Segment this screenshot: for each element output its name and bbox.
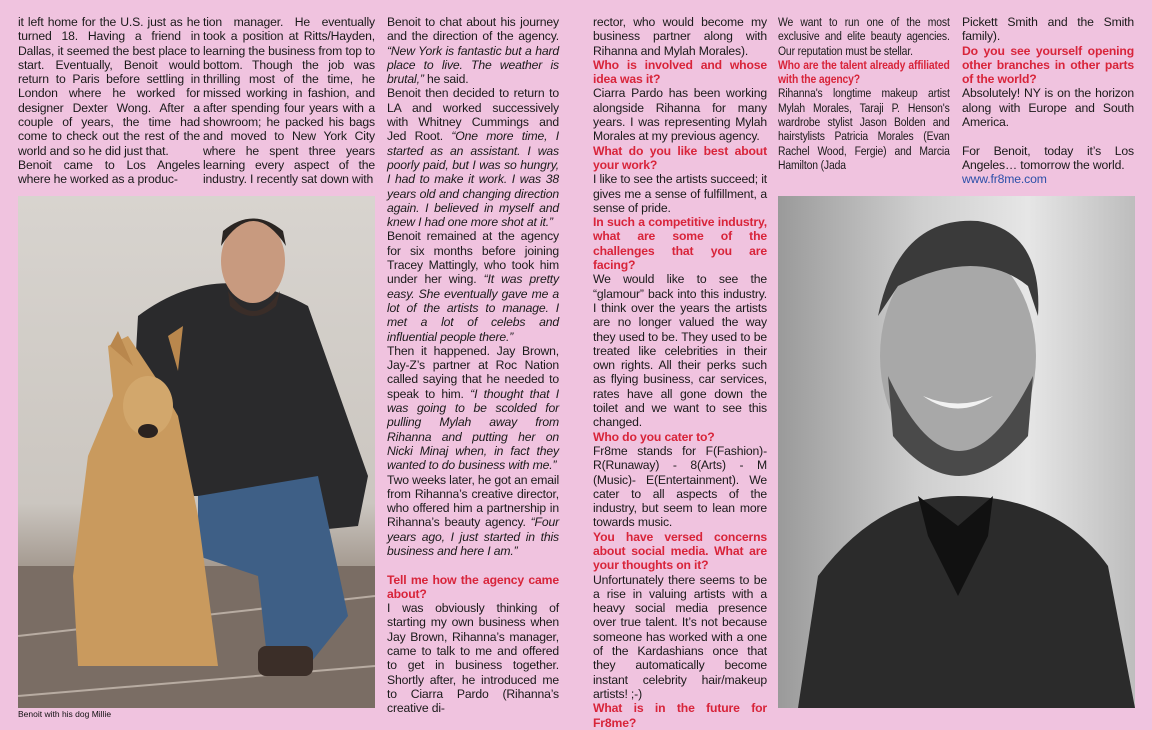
body-paragraph xyxy=(778,15,950,58)
quote-text: “New York is fantastic but a hard place to live. The weather is brutal,” xyxy=(387,43,559,87)
body-paragraph xyxy=(387,601,559,715)
text-run: For Benoit, today it’s Los Angeles… tomorrow the world. xyxy=(962,143,1134,172)
interview-question xyxy=(593,58,767,87)
text-run: Fr8me stands for F(Fashion)-R(Runaway) - 8(Arts) - M (Music)- E(Entertainment). We cater to all aspects of the industry, but seem to lean more towards music. xyxy=(593,443,767,530)
body-paragraph xyxy=(593,573,767,702)
body-paragraph xyxy=(593,444,767,530)
text-run: Two weeks later, he got an email from Rihanna’s creative director, who offered him a partnership in Rihanna’s beauty agency. xyxy=(387,472,560,530)
body-paragraph xyxy=(593,172,767,215)
website-link[interactable] xyxy=(962,172,1134,186)
quote-text: “I thought that I was going to be scolded for pulling Mylah away from Rihanna and putting her on Nicki Minaj when, in fact they wanted to do business with me.” xyxy=(387,386,559,473)
column-3 xyxy=(387,15,559,716)
quote-text: “One more time, I started as an assistant. I was poorly paid, but I was so hungry, I had to make it work. I was 38 years old and changing direction again. I believed in myself and knew I had one more shot at it.” xyxy=(387,129,559,230)
paragraph-gap xyxy=(962,129,1134,143)
column-4 xyxy=(593,15,767,730)
body-paragraph xyxy=(387,473,559,559)
text-run: Who is involved and whose idea was it? xyxy=(593,57,767,87)
text-run: Benoit came to Los Angeles where he worked as a produc- xyxy=(18,157,200,187)
text-run: I was obviously thinking of starting my own business when Jay Brown, Rihanna’s manager, came to talk to me and offered to get in business together. Shortly after, he introduced me to Ciarra Pardo (Rihanna’s creative di- xyxy=(387,601,559,716)
body-paragraph xyxy=(962,15,1134,44)
interview-question xyxy=(593,144,767,173)
body-paragraph xyxy=(962,144,1134,173)
body-paragraph xyxy=(593,86,767,143)
quote-text: “It was pretty easy. She eventually gave me a lot of the artists to manage. I met a lot of celebs and influential people there.” xyxy=(387,272,559,344)
text-run[interactable]: www.fr8me.com xyxy=(962,172,1047,187)
text-run: What do you like best about your work? xyxy=(593,143,767,172)
interview-question xyxy=(593,215,767,272)
man-with-dog-photo xyxy=(18,196,375,708)
text-run: Absolutely! NY is on the horizon along with Europe and South America. xyxy=(962,86,1134,130)
text-run: Who are the talent already affiliated with the agency? xyxy=(778,57,950,87)
text-run: Unfortunately there seems to be a rise in valuing artists with a heavy social media presence over true talent. It’s not because someone has worked with a one of the Kardashians once that they automatically become instant celebrity hair/makeup artists! ;-) xyxy=(593,572,767,701)
quote-text: “Four years ago, I just started in this business and here I am.” xyxy=(387,515,559,558)
text-run: What is in the future for Fr8me? xyxy=(593,701,767,730)
column-2 xyxy=(203,15,375,187)
column-6 xyxy=(962,15,1134,187)
column-5 xyxy=(778,15,950,172)
interview-question xyxy=(778,58,950,87)
text-run: Who do you cater to? xyxy=(593,429,715,444)
interview-question xyxy=(593,430,767,444)
paragraph-gap xyxy=(387,558,559,572)
interview-question xyxy=(387,573,559,602)
text-run: tion manager. He eventually took a position at Ritts/Hayden, learning the business from top to bottom. Though the job was thrilling most of the time, he missed working in fashion, and after spending four years with a showroom; he packed his bags and moved to New York City where he spent three years learning every aspect of the industry. I recently sat down with xyxy=(203,15,375,187)
text-run: he said. xyxy=(423,72,469,87)
body-paragraph xyxy=(593,272,767,429)
interview-question xyxy=(593,701,767,730)
photo-caption: Benoit with his dog Millie xyxy=(18,709,112,719)
body-paragraph xyxy=(18,158,200,187)
text-run: Do you see yourself opening other branches in other parts of the world? xyxy=(962,43,1134,87)
body-paragraph xyxy=(962,86,1134,129)
column-1 xyxy=(18,15,200,187)
body-paragraph xyxy=(387,15,559,86)
text-run: We would like to see the “glamour” back into this industry. I think over the years the artists are no longer valued the way they used to be. They used to be treated like celebrities in their own rights. All their perks such as flying business, car services, rates have all gone down the toilet and we want to see this changed. xyxy=(593,272,767,430)
body-paragraph xyxy=(593,15,767,58)
body-paragraph xyxy=(387,344,559,473)
text-run: Rihanna's longtime makeup artist Mylah Morales, Taraji P. Henson's wardrobe stylist Jason Bolden and hairstylists Patricia Morales (Evan Rachel Wood, Fergie) and Marcia Hamilton (Jada xyxy=(778,86,950,172)
text-run: it left home for the U.S. just as he turned 18. Having a friend in Dallas, it seemed the best place to start. Eventually, Benoit would return to Paris before settling in London where he worked for designer Dexter Wong. After a couple of years, the time had come to check out the rest of the world and so he did just that. xyxy=(18,15,200,158)
text-run: Benoit to chat about his journey and the direction of the agency. xyxy=(387,15,559,44)
text-run: Tell me how the agency came about? xyxy=(387,572,559,601)
body-paragraph xyxy=(203,15,375,187)
interview-question xyxy=(962,44,1134,87)
text-run: We want to run one of the most exclusive and elite beauty agencies. Our reputation must be stellar. xyxy=(778,15,950,58)
text-run: In such a competitive industry, what are some of the challenges that you are facing? xyxy=(593,215,767,273)
text-run: Then it happened. Jay Brown, Jay-Z’s partner at Roc Nation called saying that he needed to speak to him. xyxy=(387,343,559,401)
interview-question xyxy=(593,530,767,573)
text-run: You have versed concerns about social media. What are your thoughts on it? xyxy=(593,529,767,573)
text-run: Ciarra Pardo has been working alongside Rihanna for many years. I was representing Mylah Morales at my previous agency. xyxy=(593,86,767,144)
text-run: Pickett Smith and the Smith family). xyxy=(962,15,1134,44)
body-paragraph xyxy=(387,86,559,229)
text-run: Benoit remained at the agency for six months before joining Tracey Mattingly, who took him under her wing. xyxy=(387,229,559,287)
body-paragraph xyxy=(778,86,950,172)
body-paragraph xyxy=(18,15,200,158)
man-portrait-bw-photo xyxy=(778,196,1135,708)
body-paragraph xyxy=(387,229,559,343)
text-run: rector, who would become my business partner along with Rihanna and Mylah Morales). xyxy=(593,15,767,58)
text-run: Benoit then decided to return to LA and worked successively with Whitney Cummings and Jed Root. xyxy=(387,86,559,144)
text-run: I like to see the artists succeed; it gives me a sense of fulfillment, a sense of pride. xyxy=(593,172,767,215)
